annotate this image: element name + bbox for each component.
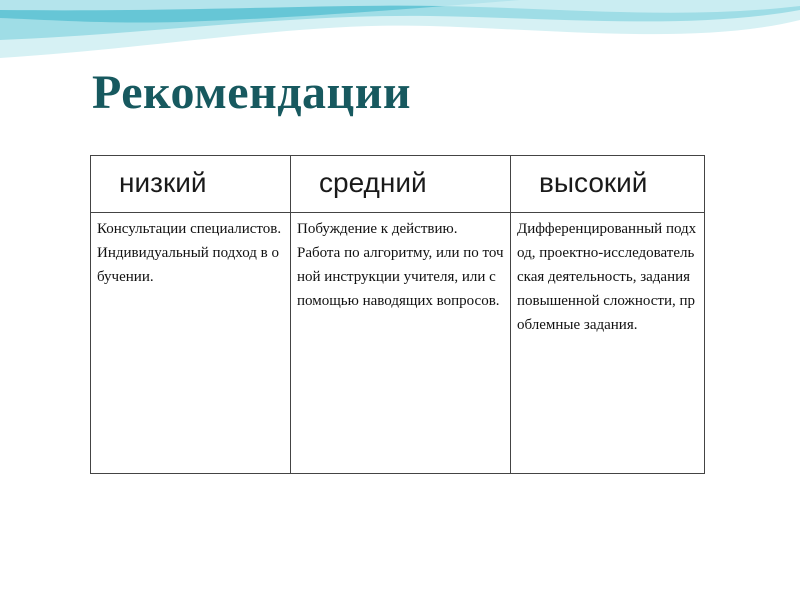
slide-title: Рекомендации (92, 66, 412, 119)
header-high: высокий (511, 156, 705, 213)
table-header-row (91, 156, 705, 213)
cell-medium: Побуждение к действию. Работа по алгоритму, или по точной инструкции учителя, или с помощью наводящих вопросов. (291, 213, 511, 474)
table-row (91, 213, 705, 474)
cell-high: Дифференцированный подход, проектно-исследовательская деятельность, задания повышенной сложности, проблемные задания. (511, 213, 705, 474)
header-low: низкий (91, 156, 291, 213)
recommendations-table (90, 155, 705, 474)
header-medium: средний (291, 156, 511, 213)
cell-low: Консультации специалистов. Индивидуальный подход в обучении. (91, 213, 291, 474)
